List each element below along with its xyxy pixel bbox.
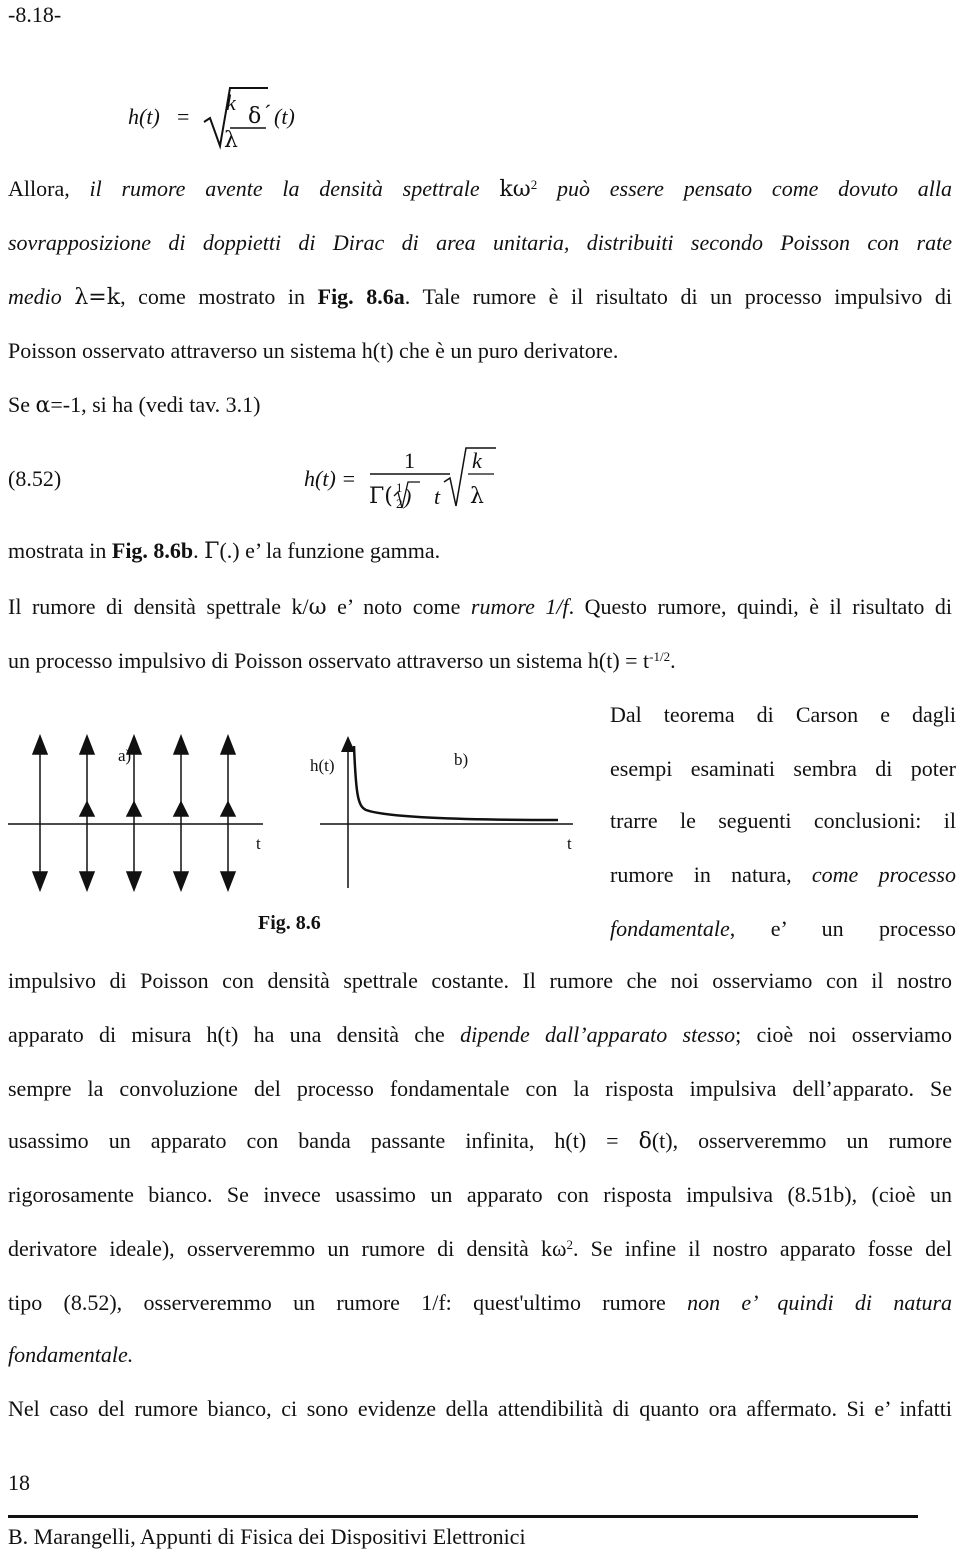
figure-diagram <box>8 734 608 914</box>
eq-prime: ´ <box>264 100 272 125</box>
eq852-half-den: 2 <box>396 496 403 511</box>
eq852-close: ) <box>404 484 412 509</box>
side-line1: Dal teorema di Carson e dagli <box>610 702 956 727</box>
doublet-down-arrow <box>221 872 235 890</box>
eq-frac-num: k <box>226 90 236 115</box>
para1-line3: medio λ=k, come mostrato in Fig. 8.6a. Tale rumore è il risultato di un processo impulsivo di <box>8 284 953 310</box>
para4-line7: tipo (8.52), osserveremmo un rumore 1/f: quest'ultimo rumore non e’ quindi di natura <box>8 1290 953 1315</box>
figure-caption: Fig. 8.6 <box>258 912 321 934</box>
figure-label-a: a) <box>118 746 132 765</box>
eq852-lhs: h(t) = <box>304 466 357 491</box>
side-line4: rumore in natura, come processo <box>610 862 956 887</box>
eq852-num: 1 <box>404 448 415 473</box>
para1-line5: Se α=-1, si ha (vedi tav. 3.1) <box>8 392 261 418</box>
para4-line5: rigorosamente bianco. Se invece usassimo un apparato con risposta impulsiva (8.51b), (cioè un <box>8 1182 952 1207</box>
para1-line1: Allora, il rumore avente la densità spettrale $k\omega^2$ può essere pensato come dovuto alla <box>8 176 953 202</box>
eq852-half-num: 1 <box>396 480 403 495</box>
doublet-up-arrow <box>221 736 235 754</box>
side-line5: fondamentale, e’ un processo <box>610 916 956 941</box>
page-mark: -8.18- <box>8 2 62 27</box>
eq-frac-den: λ <box>224 128 238 153</box>
doublet-down-arrow <box>174 872 188 890</box>
doublet-up-arrow <box>80 736 94 754</box>
footer-rule <box>8 1515 918 1518</box>
eq-equals: = <box>177 104 190 129</box>
para4-line8: fondamentale. <box>8 1342 134 1367</box>
para2: mostrata in Fig. 8.6b. Γ(.) e’ la funzione gamma. <box>8 538 441 564</box>
side-line2: esempi esaminati sembra di poter <box>610 756 956 781</box>
page-number: 18 <box>8 1470 30 1495</box>
doublet-up-arrow <box>174 736 188 754</box>
eq852-t: t <box>434 484 441 509</box>
para3-line1: Il rumore di densità spettrale k/ω e’ noto come rumore 1/f. Questo rumore, quindi, è il risultato di <box>8 594 953 620</box>
doublet-up-arrow <box>33 736 47 754</box>
doublet-mid-arrow <box>80 802 94 816</box>
figure-label-b: b) <box>454 750 469 769</box>
para1-line2: sovrapposizione di doppietti di Dirac di area unitaria, distribuiti secondo Poisson con rate <box>8 230 952 255</box>
para4-line4: usassimo un apparato con banda passante infinita, h(t) = δ(t), osserveremmo un rumore <box>8 1128 952 1154</box>
figure-label-ht: h(t) <box>310 756 335 775</box>
eq852-label: (8.52) <box>8 466 62 491</box>
para3-line2: un processo impulsivo di Poisson osservato attraverso un sistema $h(t) = t^{-1/2}$. <box>8 648 676 673</box>
eq852-k: k <box>472 448 482 473</box>
footer-credit: B. Marangelli, Appunti di Fisica dei Dispositivi Elettronici <box>8 1524 526 1549</box>
doublet-mid-arrow <box>127 802 141 816</box>
para4-line6: derivatore ideale), osserveremmo un rumore di densità $k\omega^2$. Se infine il nostro apparato fosse del <box>8 1236 952 1261</box>
eq852-lambda: λ <box>470 484 484 509</box>
doublet-mid-arrow <box>221 802 235 816</box>
para1-line4: Poisson osservato attraverso un sistema h(t) che è un puro derivatore. <box>8 338 619 363</box>
para4-line2: apparato di misura h(t) ha una densità che dipende dall’apparato stesso; cioè noi osserviamo <box>8 1022 952 1047</box>
eq852-gamma: Γ( <box>369 484 393 509</box>
eq-delta: δ <box>248 104 262 129</box>
doublet-mid-arrow <box>174 802 188 816</box>
eq-lhs: h(t) <box>128 104 160 129</box>
para5-line1: Nel caso del rumore bianco, ci sono evidenze della attendibilità di quanto ora affermato. Si e’ infatti <box>8 1396 952 1421</box>
eq-arg: (t) <box>274 104 295 129</box>
side-line3: trarre le seguenti conclusioni: il <box>610 808 956 833</box>
doublet-down-arrow <box>33 872 47 890</box>
figure-axis-t-a: t <box>256 834 261 853</box>
doublet-down-arrow <box>127 872 141 890</box>
doublet-down-arrow <box>80 872 94 890</box>
figure-axis-t-b: t <box>567 834 572 853</box>
para4-line1: impulsivo di Poisson con densità spettrale costante. Il rumore che noi osserviamo con il nostro <box>8 968 952 993</box>
para4-line3: sempre la convoluzione del processo fondamentale con la risposta impulsiva dell’apparato. Se <box>8 1076 952 1101</box>
